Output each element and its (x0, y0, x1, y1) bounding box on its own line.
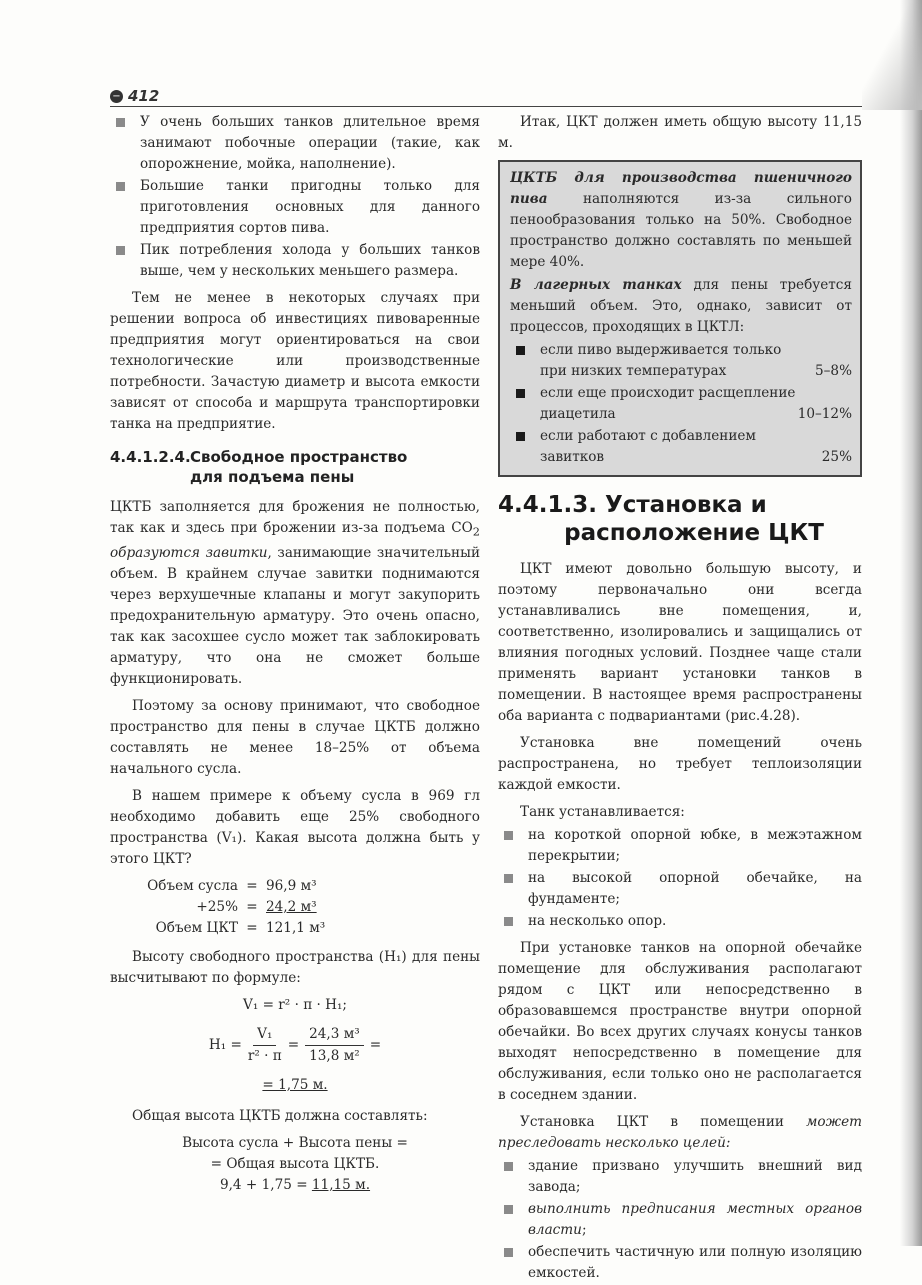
item-value: 10–12% (797, 406, 852, 422)
formula-lhs: H₁ = (208, 1036, 242, 1053)
text-run: , занимающие значительный объем. В крайнем случае завитки поднимаются через верхушечные клапаны и могут закупорить предохранительную арматуру. Это очень опасно, так как засохшее сусло может так заблокировать арматуру, что она не сможет больше функционировать. (110, 544, 481, 687)
item-text: диацетила (540, 406, 616, 422)
paragraph: Общая высота ЦКТБ должна составлять: (132, 1107, 428, 1124)
text-run: ; (581, 1222, 587, 1238)
calc-equals: = (246, 877, 258, 894)
denominator: 13,8 м² (309, 1047, 360, 1064)
item-text: если еще происходит расщепление (540, 385, 796, 401)
list-item: обеспечить частичную или полную изоляцию емкостей. (498, 1242, 862, 1284)
page-number: 412 (128, 87, 160, 105)
formula-equals: = (287, 1036, 300, 1053)
text-run: ЦКТБ заполняется для брожения не полностью, так как и здесь при брожении из-за подъема CO (110, 499, 480, 536)
box-title: В лагерных танках (510, 277, 682, 293)
paragraph: Итак, ЦКТ должен иметь общую высоту 11,15 м. (498, 114, 862, 151)
formula-volume: V₁ = r² · π · H₁; (243, 996, 347, 1013)
item-text: если пиво выдерживается только (540, 342, 782, 358)
list-item (510, 340, 852, 382)
section-heading (110, 447, 480, 487)
calc-value: 24,2 м³ (266, 898, 317, 915)
right-column (498, 112, 862, 1285)
list-item: на высокой опорной обечайке, на фундаменте; (498, 868, 862, 910)
paragraph: Установка вне помещений очень распространена, но требует теплоизоляции каждой емкости. (498, 735, 862, 793)
sum-line: Высота сусла + Высота пены = (182, 1134, 408, 1151)
paragraph: В нашем примере к объему сусла в 969 гл необходимо добавить еще 25% свободного пространства (V₁). Какая высота должна быть у этого ЦКТ? (110, 787, 480, 867)
numerator: V₁ (253, 1024, 276, 1046)
heading-title-line2: расположение ЦКТ (564, 520, 824, 546)
calc-row (138, 918, 480, 939)
volume-calculation (110, 876, 480, 939)
list-item: здание призвано улучшить внешний вид завода; (498, 1156, 862, 1198)
paragraph: Высоту свободного пространства (H₁) для пены высчитывают по формуле: (110, 948, 480, 986)
text-run: для пены требуется меньший объем. Это, однако, зависит от процессов, проходящих в ЦКТЛ: (510, 277, 853, 335)
fraction (305, 1024, 364, 1067)
formula-height (110, 1024, 480, 1067)
list-item (510, 383, 852, 425)
paragraph: Поэтому за основу принимают, что свободное пространство для пены в случае ЦКТБ должно составлять не менее 18–25% от объема начального сусла. (110, 697, 480, 777)
section-heading (498, 491, 862, 547)
item-text: если работают с добавлением (540, 428, 756, 444)
item-value: 25% (821, 449, 852, 465)
calc-label: Объем ЦКТ (155, 919, 238, 936)
list-item: У очень больших танков длительное время занимают побочные операции (такие, как опорожнение, мойка, наполнение). (110, 112, 480, 175)
scan-shadow-corner (862, 0, 922, 110)
calc-equals: = (246, 898, 258, 915)
text-run: наполняются из-за сильного пенообразования только на 50%. Свободное пространство должно составлять по меньшей мере 40%. (510, 191, 852, 270)
list-item: на короткой опорной юбке, в межэтажном перекрытии; (498, 825, 862, 867)
formula-result (110, 1075, 480, 1096)
list-item (510, 426, 852, 468)
calc-value: 96,9 м³ (266, 877, 317, 894)
calc-row (138, 897, 480, 918)
page-header (110, 88, 862, 107)
scan-shadow-edge (900, 0, 922, 1246)
list-item: Большие танки пригодны только для приготовления основных для данного предприятия сортов пива. (110, 176, 480, 239)
result-value: = 1,75 м. (262, 1076, 328, 1093)
paragraph: Танк устанавливается: (520, 804, 685, 820)
denominator: r² · π (247, 1047, 282, 1064)
text-run: Установка ЦКТ в помещении (520, 1114, 807, 1130)
item-row (540, 447, 852, 468)
calc-label: +25% (196, 898, 238, 915)
paragraph (498, 1112, 862, 1154)
item-text: при низких температурах (540, 363, 727, 379)
left-column (110, 112, 480, 1196)
box-paragraph (510, 275, 852, 338)
sum-line (110, 1175, 480, 1196)
heading-title-line1: Свободное пространство (190, 448, 408, 466)
heading-number: 4.4.1.3. (498, 492, 597, 518)
calc-equals: = (246, 919, 258, 936)
heading-title-line1: Установка и (604, 492, 767, 518)
paragraph (110, 497, 480, 690)
page-marker-icon: − (110, 90, 123, 103)
sum-total: 11,15 м. (311, 1176, 371, 1193)
item-value: 5–8% (814, 363, 852, 379)
formula-equals: = (369, 1036, 382, 1053)
emphasis: образуются завитки (110, 544, 268, 561)
item-row (540, 404, 852, 425)
box-paragraph (510, 168, 852, 273)
calc-value: 121,1 м³ (266, 919, 326, 936)
calc-row (138, 876, 480, 897)
fraction (248, 1024, 282, 1067)
list-item: на несколько опор. (498, 911, 862, 932)
info-box (498, 160, 862, 477)
heading-title-line2: для подъема пены (190, 468, 355, 486)
list-item (498, 1199, 862, 1241)
heading-number: 4.4.1.2.4. (110, 448, 191, 466)
list-item: Пик потребления холода у больших танков выше, чем у нескольких меньшего размера. (110, 240, 480, 282)
paragraph: Тем не менее в некоторых случаях при решении вопроса об инвестициях пивоваренные предприятия могут ориентироваться на свои технологические или производственные потребности. Зачастую диаметр и высота емкости зависят от способа и маршрута транспортировки танка на предприятие. (110, 290, 480, 432)
item-text: завитков (540, 449, 605, 465)
sum-terms: 9,4 + 1,75 = (219, 1176, 312, 1193)
calc-label: Объем сусла (147, 877, 238, 894)
emphasis: может преследовать несколько целей: (498, 1114, 862, 1151)
paragraph: При установке танков на опорной обечайке помещение для обслуживания располагают рядом с ЦКТ или непосредственно в образовавшемся пространстве внутри опорной обечайки. Во всех других случаях конусы танков выходят непосредственно в помещение для обслуживания, если только оно не располагается в соседнем здании. (498, 940, 862, 1103)
subscript: 2 (472, 524, 480, 539)
emphasis: выполнить предписания местных органов власти (528, 1201, 862, 1238)
numerator: 24,3 м³ (305, 1024, 364, 1046)
item-row (540, 361, 852, 382)
paragraph: ЦКТ имеют довольно большую высоту, и поэтому первоначально они всегда устанавливались вне помещения, и, соответственно, изолировались и защищались от влияния погодных условий. Позднее чаще стали применять вариант установки танков в помещении. В настоящее время распространены оба варианта с подвариантами (рис.4.28). (498, 561, 862, 724)
box-title: ЦКТБ для производства пшеничного пива (510, 170, 852, 207)
sum-line: = Общая высота ЦКТБ. (210, 1155, 380, 1172)
